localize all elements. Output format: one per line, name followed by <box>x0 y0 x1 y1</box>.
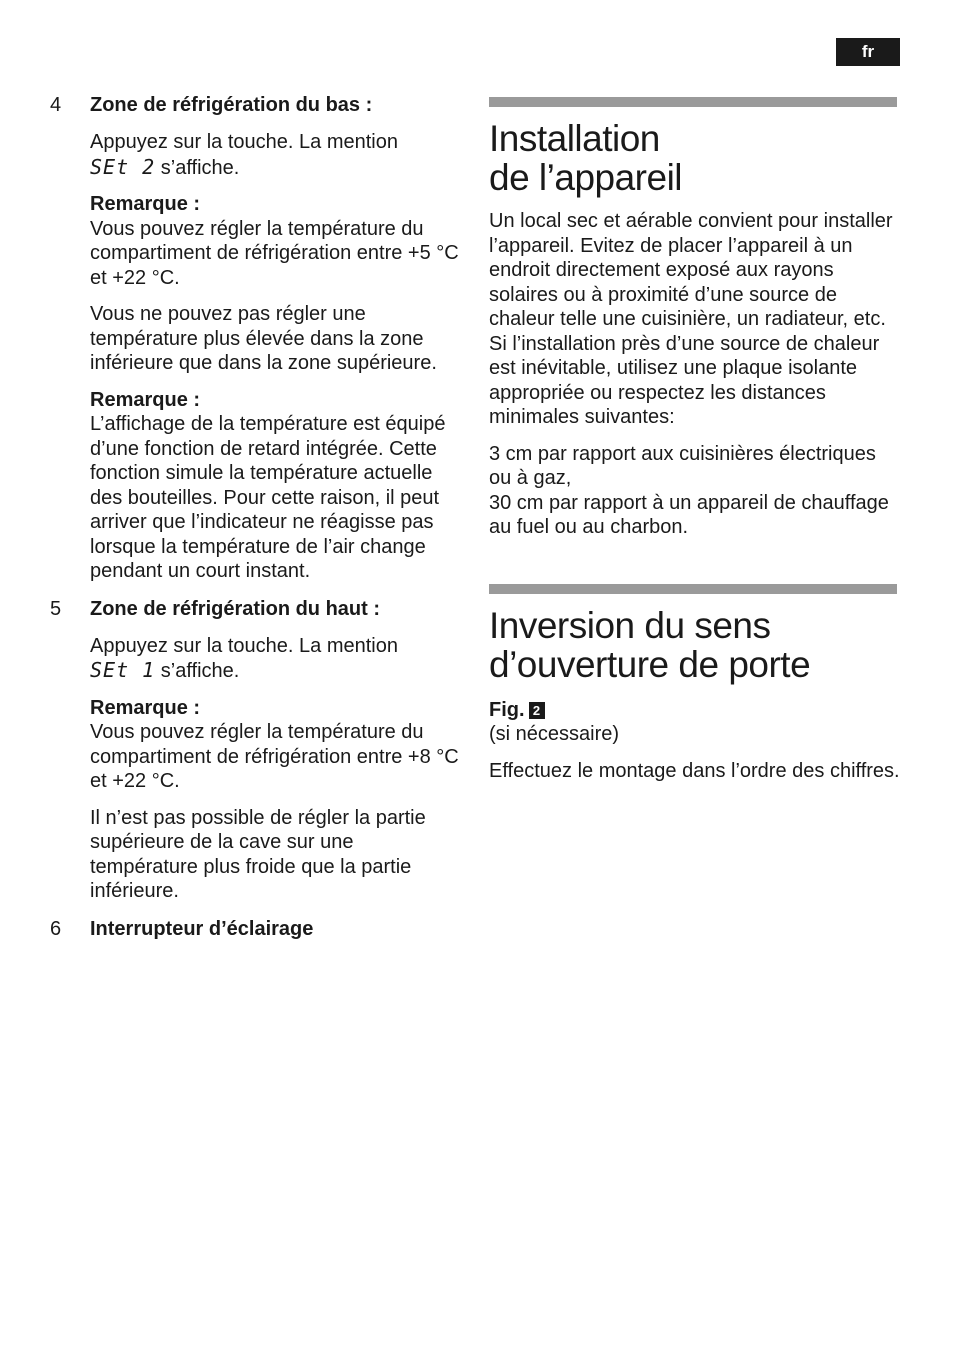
section-divider-bar <box>489 584 897 594</box>
paragraph: Vous ne pouvez pas régler une température plus élevée dans la zone inférieure que dans la zone supérieure. <box>90 303 437 374</box>
right-column <box>489 97 901 783</box>
remark <box>90 192 460 290</box>
item-title: Zone de réfrigération du bas : <box>90 94 373 116</box>
remark-text: Vous pouvez régler la température du compartiment de réfrigération entre +8 °C et +22 °C. <box>90 721 459 792</box>
item-title: Zone de réfrigération du haut : <box>90 597 381 620</box>
distance-item: 3 cm par rapport aux cuisinières électriques ou à gaz, <box>489 442 876 489</box>
press-instruction: Appuyez sur la touche. La mention SEt 1 s’affiche. <box>90 634 398 682</box>
section-title-installation: Installation de l’appareil <box>489 118 683 198</box>
left-column <box>50 92 460 942</box>
remark <box>90 696 460 794</box>
lcd-display-text: SEt 1 <box>90 658 156 682</box>
figure-reference: Fig. 2 (si nécessaire) <box>489 698 620 745</box>
item-4-heading <box>50 92 460 118</box>
remark-label: Remarque : <box>90 388 201 411</box>
item-6-heading <box>50 916 460 942</box>
language-tab: fr <box>836 38 900 66</box>
figure-number-badge: 2 <box>529 702 545 719</box>
lcd-display-text: SEt 2 <box>90 154 156 179</box>
remark-label: Remarque : <box>90 193 201 215</box>
section-title-door-reversal: Inversion du sens d’ouverture de porte <box>489 604 811 685</box>
remark-text: Vous pouvez régler la température du compartiment de réfrigération entre +5 °C et +22 °C. <box>90 217 459 289</box>
remark <box>90 388 460 584</box>
item-title: Interrupteur d’éclairage <box>90 917 314 940</box>
item-number: 6 <box>50 917 62 940</box>
item-5-heading <box>50 596 460 622</box>
paragraph: Effectuez le montage dans l’ordre des chiffres. <box>489 759 900 782</box>
item-number: 4 <box>50 94 62 116</box>
remark-text: L’affichage de la température est équipé d’une fonction de retard intégrée. Cette fonction simule la température actuelle des bouteilles. Pour cette raison, il peut arriver que l’indicateur ne réagisse pas lorsque la température de l’air change pendant un court instant. <box>90 413 446 582</box>
section-divider-bar <box>489 97 897 107</box>
remark-label: Remarque : <box>90 696 201 719</box>
item-number: 5 <box>50 597 62 620</box>
paragraph: Un local sec et aérable convient pour installer l’appareil. Evitez de placer l’appareil à un endroit directement exposé aux rayons solaires ou à proximité d’une source de chaleur telle une cuisinière, un radiateur, etc. Si l’installation près d’une source de chaleur est inévitable, utilisez une plaque isolante appropriée ou respectez les distances minimales suivantes: <box>489 210 893 428</box>
item-5-body <box>90 634 460 904</box>
press-instruction: Appuyez sur la touche. La mention SEt 2 s’affiche. <box>90 131 398 179</box>
distance-item: 30 cm par rapport à un appareil de chauffage au fuel ou au charbon. <box>489 491 889 538</box>
item-4-body <box>90 130 460 584</box>
paragraph: Il n’est pas possible de régler la partie supérieure de la cave sur une température plus froide que la partie inférieure. <box>90 806 426 902</box>
